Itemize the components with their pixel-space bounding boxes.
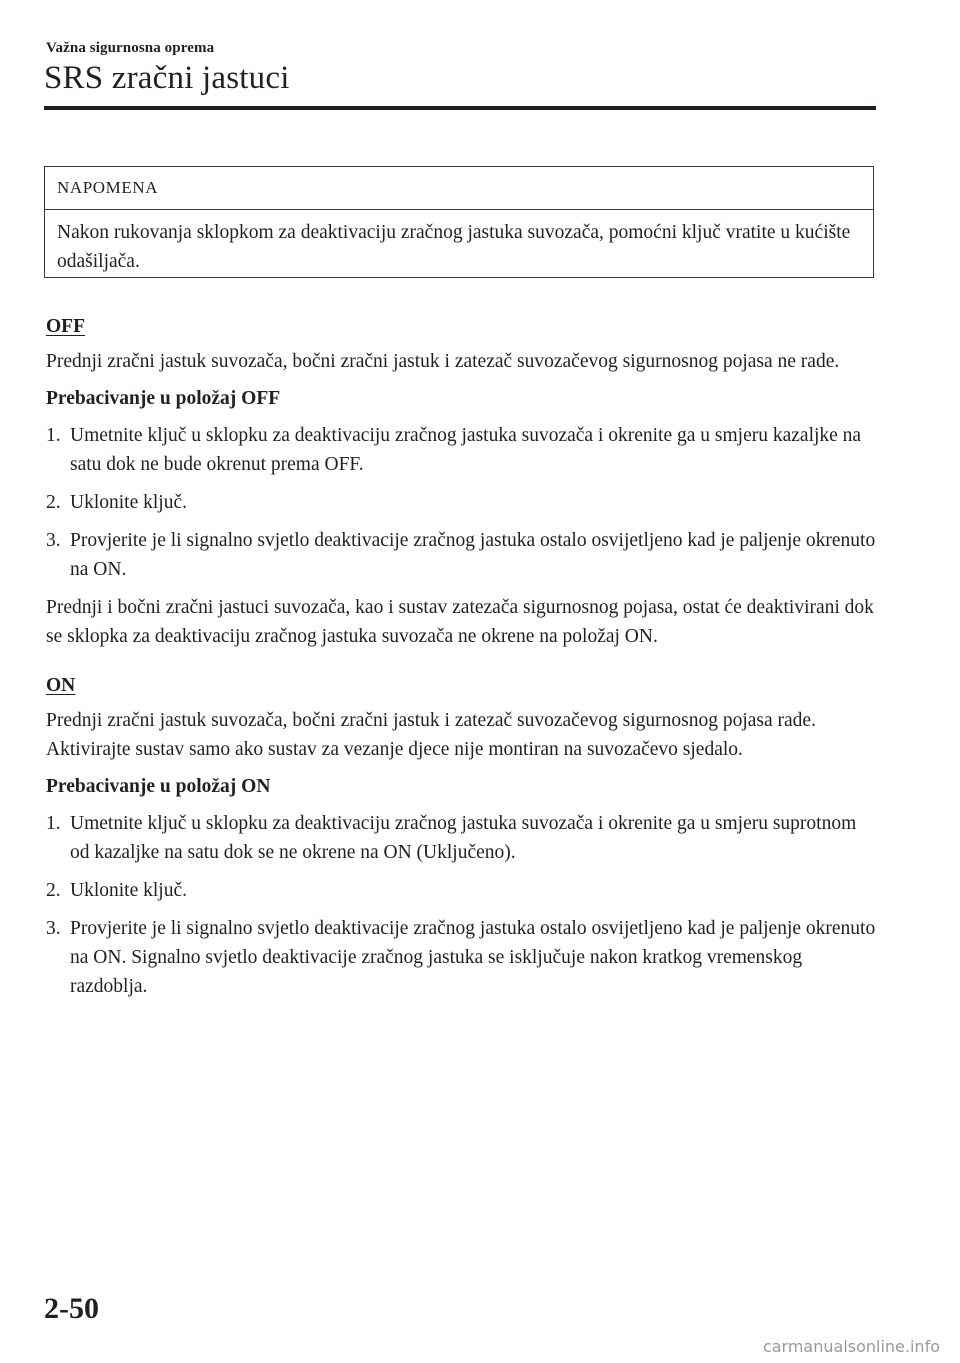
step-text: Umetnite ključ u sklopku za deaktivaciju zračnog jastuka suvozača i okrenite ga u smjeru kazaljke na satu dok ne bude okrenut prema OFF. bbox=[70, 425, 862, 475]
step-number: 2. bbox=[46, 880, 61, 901]
on-step-2 bbox=[46, 876, 876, 905]
step-number: 1. bbox=[46, 813, 61, 834]
on-step-3 bbox=[46, 914, 876, 1001]
step-text: Provjerite je li signalno svjetlo deaktivacije zračnog jastuka ostalo osvijetljeno kad je paljenje okrenuto na ON. bbox=[70, 530, 876, 580]
step-text: Uklonite ključ. bbox=[70, 880, 187, 901]
step-number: 2. bbox=[46, 492, 61, 513]
off-step-3 bbox=[46, 526, 876, 584]
step-text: Uklonite ključ. bbox=[70, 492, 187, 513]
note-text: Nakon rukovanja sklopkom za deaktivaciju zračnog jastuka suvozača, pomoćni ključ vratite u kućište odašiljača. bbox=[57, 222, 851, 272]
page-number: 2-50 bbox=[44, 1292, 99, 1325]
note-heading: NAPOMENA bbox=[45, 167, 873, 210]
step-number: 3. bbox=[46, 918, 61, 939]
page-title: SRS zračni jastuci bbox=[44, 60, 290, 96]
off-description: Prednji zračni jastuk suvozača, bočni zračni jastuk i zatezač suvozačevog sigurnosnog pojasa ne rade. bbox=[46, 351, 840, 372]
note-box bbox=[44, 166, 874, 278]
on-description: Prednji zračni jastuk suvozača, bočni zračni jastuk i zatezač suvozačevog sigurnosnog pojasa rade. Aktivirajte sustav samo ako sustav za vezanje djece nije montiran na suvozačevo sjedalo. bbox=[46, 710, 816, 760]
off-closing: Prednji i bočni zračni jastuci suvozača, kao i sustav zatezača sigurnosnog pojasa, ostat će deaktivirani dok se sklopka za deaktivaciju zračnog jastuka suvozača ne okrene na položaj ON. bbox=[46, 597, 874, 647]
step-text: Umetnite ključ u sklopku za deaktivaciju zračnog jastuka suvozača i okrenite ga u smjeru suprotnom od kazaljke na satu dok se ne okrene na ON (Uključeno). bbox=[70, 813, 857, 863]
off-steps bbox=[46, 421, 876, 584]
on-subheading: Prebacivanje u položaj ON bbox=[46, 776, 271, 797]
on-steps bbox=[46, 809, 876, 1001]
off-section-label: OFF bbox=[46, 316, 85, 337]
step-number: 1. bbox=[46, 425, 61, 446]
watermark-link[interactable]: carmanualsonline.info bbox=[762, 1337, 940, 1356]
on-step-1 bbox=[46, 809, 876, 867]
header-divider bbox=[44, 106, 876, 110]
step-text: Provjerite je li signalno svjetlo deaktivacije zračnog jastuka ostalo osvijetljeno kad je paljenje okrenuto na ON. Signalno svjetlo deaktivacije zračnog jastuka se isključuje nakon kratkog vremenskog razdoblja. bbox=[70, 918, 876, 997]
off-step-1 bbox=[46, 421, 876, 479]
off-step-2 bbox=[46, 488, 876, 517]
section-header: Važna sigurnosna oprema bbox=[46, 40, 215, 56]
step-number: 3. bbox=[46, 530, 61, 551]
main-content bbox=[46, 300, 876, 1010]
off-subheading: Prebacivanje u položaj OFF bbox=[46, 388, 281, 409]
on-section-label: ON bbox=[46, 675, 76, 696]
